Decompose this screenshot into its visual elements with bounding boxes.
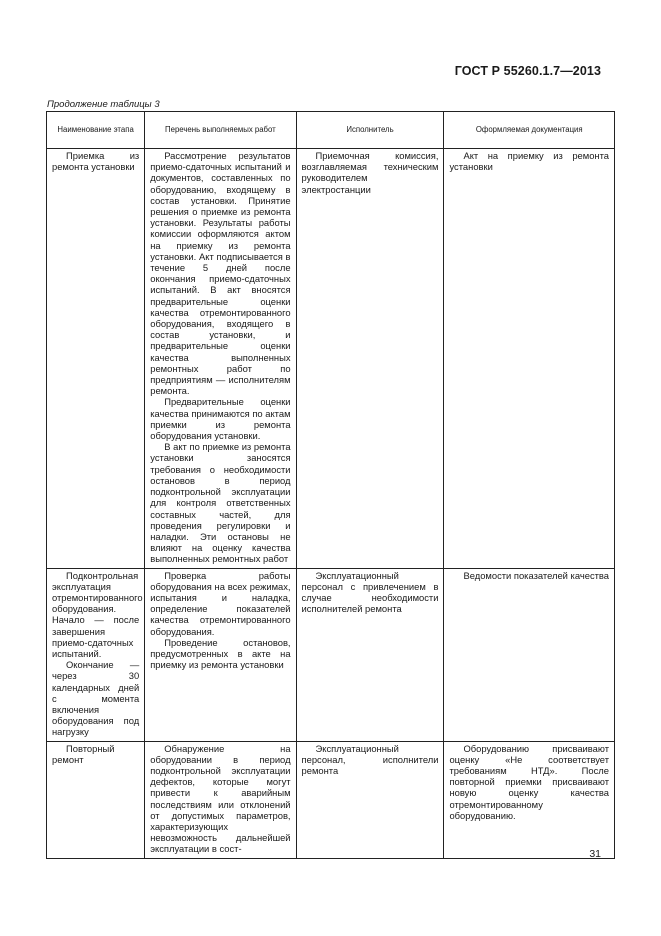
cell-text: Оборудованию присваивают оценку «Не соответствует требованиям НТД». После повторной приемки присваивают новую оценку качества отремонтированному оборудованию. <box>449 742 609 821</box>
table-row <box>47 568 615 741</box>
cell-text: Приемка из ремонта установки <box>52 150 140 173</box>
cell-text: Подконтрольная эксплуатация отремонтированного оборудования. Начало — после завершения приемо-сдаточных испытаний. <box>52 569 143 659</box>
cell-text: Повторный ремонт <box>52 742 115 765</box>
cell-docs <box>444 149 615 569</box>
cell-works <box>145 741 296 858</box>
table <box>46 111 615 859</box>
cell-docs <box>444 741 615 858</box>
page-number: 31 <box>589 848 601 860</box>
table-caption: Продолжение таблицы 3 <box>47 99 160 110</box>
cell-executor <box>296 149 444 569</box>
cell-executor <box>296 741 444 858</box>
cell-text: Акт на приемку из ремонта установки <box>449 150 609 173</box>
column-header-stage: Наименование этапа <box>47 112 145 149</box>
cell-stage <box>47 741 145 858</box>
cell-text: Окончание — через 30 календарных дней с момента включения оборудования под нагрузку <box>52 659 140 738</box>
column-header-works: Перечень выполняемых работ <box>145 112 296 149</box>
document-code: ГОСТ Р 55260.1.7—2013 <box>454 64 601 78</box>
table-header-row <box>47 112 615 149</box>
cell-docs <box>444 568 615 741</box>
cell-works <box>145 149 296 569</box>
cell-text: Проведение остановов, предусмотренных в акте на приемку из ремонта установки <box>150 636 291 671</box>
cell-text: Проверка работы оборудования на всех режимах, испытания и наладка, определение показателей качества отремонтированного оборудования. <box>150 569 291 637</box>
cell-text: Обнаружение на оборудовании в период подконтрольной эксплуатации дефектов, которые могут привести к аварийным последствиям или отклонений от допустимых параметров, характеризующих невозможность дальнейшей эксплуатации в сост- <box>150 742 291 855</box>
cell-text: Ведомости показателей качества <box>463 569 610 581</box>
cell-stage <box>47 149 145 569</box>
column-header-docs: Оформляемая документация <box>444 112 615 149</box>
table-row <box>47 149 615 569</box>
cell-stage <box>47 568 145 741</box>
cell-text: Эксплуатационный персонал, исполнители ремонта <box>301 742 439 776</box>
cell-text: Эксплуатационный персонал с привлечением в случае необходимости исполнителей ремонта <box>301 569 439 615</box>
column-header-executor: Исполнитель <box>296 112 444 149</box>
cell-text: Предварительные оценки качества принимаются по актам приемки из ремонта оборудования установки. <box>150 396 291 442</box>
table-row <box>47 741 615 858</box>
cell-text: Приемочная комиссия, возглавляемая техническим руководителем электростанции <box>301 150 439 195</box>
cell-text: Рассмотрение результатов приемо-сдаточных испытаний и документов, составленных по оборудованию, входящему в состав установки. Принятие решения о приемке из ремонта установки. Результаты работы комиссии оформляются актом на приемку из ремонта установки. Акт подписывается в течение 5 дней после окончания приемо-сдаточных испытаний. В акт вносятся предварительные оценки качества отремонтированного оборудования, входящего в состав установки, и предварительные оценки качества выполненных ремонтных работ по предприятиям — исполнителям ремонта. <box>150 150 291 397</box>
cell-works <box>145 568 296 741</box>
cell-text: В акт по приемке из ремонта установки заносятся требования о необходимости остановов в период подконтрольной эксплуатации для контроля ответственных составных частей, для проведения регулировки и наладки. Эти остановы не влияют на оценку качества выполненных ремонтных работ <box>150 441 291 565</box>
cell-executor <box>296 568 444 741</box>
